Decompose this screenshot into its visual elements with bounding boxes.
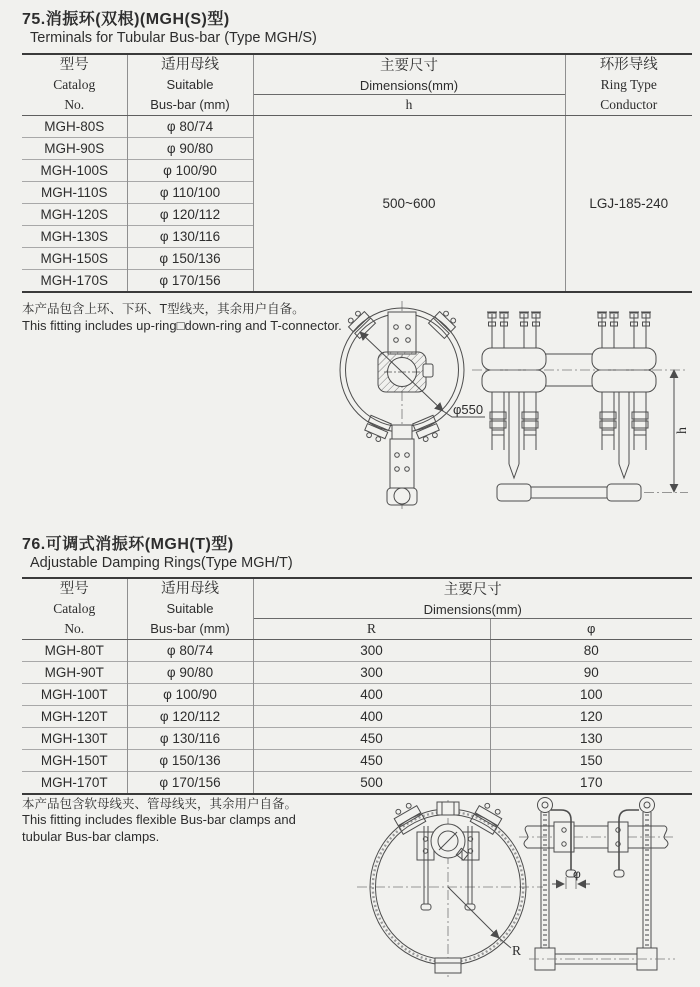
t76-col-model [22,578,127,640]
model-cell: MGH-170S [22,270,127,292]
section76-note-zh: 本产品包含软母线夹、管母线夹，其余用户自备。 [22,797,298,811]
r-cell: 400 [253,706,490,728]
phi-cell: 150 [490,750,692,772]
section75-table [22,53,692,293]
col-dims-sub: h [405,96,413,112]
t76-col-dimensions [253,578,692,640]
table-row [22,728,692,750]
model-cell: MGH-130S [22,226,127,248]
r-cell: 450 [253,728,490,750]
col-busbar-en1: Suitable [166,601,214,616]
col-dims-zh: 主要尺寸 [443,581,502,598]
phi-cell: 90 [490,662,692,684]
t75-col-busbar [127,54,253,116]
section76-table [22,577,692,795]
model-cell: MGH-110S [22,182,127,204]
col-dims-en: Dimensions(mm) [254,76,565,95]
col-sub-r: R [254,619,491,639]
phi-label: φ [573,867,581,881]
model-cell: MGH-120S [22,204,127,226]
height-label: h [675,427,690,434]
col-ring-en2: Conductor [600,97,658,112]
section76-note-en: This fitting includes flexible Bus-bar clamps and tubular Bus-bar clamps. [22,812,296,844]
col-model-en2: No. [64,97,85,112]
r-cell: 450 [253,750,490,772]
table-row [22,772,692,794]
busbar-cell: φ 110/100 [127,182,253,204]
r-cell: 300 [253,640,490,662]
col-ring-en1: Ring Type [600,77,657,92]
col-model-en1: Catalog [53,601,96,616]
model-cell: MGH-120T [22,706,127,728]
col-dims-zh: 主要尺寸 [380,57,438,74]
t75-col-model [22,54,127,116]
busbar-cell: φ 150/136 [127,750,253,772]
table-row [22,640,692,662]
busbar-cell: φ 120/112 [127,204,253,226]
busbar-cell: φ 100/90 [127,160,253,182]
r-cell: 400 [253,684,490,706]
model-cell: MGH-90T [22,662,127,684]
radius-label: R [512,943,522,958]
busbar-cell: φ 120/112 [127,706,253,728]
col-model-zh: 型号 [59,581,89,597]
phi-cell: 80 [490,640,692,662]
busbar-cell: φ 80/74 [127,116,253,138]
t75-h-value: 500~600 [253,116,565,292]
col-ring-zh: 环形导线 [599,57,658,73]
table-row [22,684,692,706]
model-cell: MGH-130T [22,728,127,750]
table-row [22,116,692,138]
r-cell: 300 [253,662,490,684]
table-row [22,662,692,684]
col-sub-phi: φ [587,620,596,636]
t75-conductor: LGJ-185-240 [565,116,692,292]
model-cell: MGH-100T [22,684,127,706]
busbar-cell: φ 90/80 [127,662,253,684]
col-busbar-zh: 适用母线 [161,581,219,597]
section76-drawing [335,792,695,987]
radius-dimension-line [448,887,499,938]
col-busbar-en2: Bus-bar (mm) [150,97,230,112]
t76-header-row [22,578,692,640]
model-cell: MGH-100S [22,160,127,182]
phi-cell: 100 [490,684,692,706]
phi-cell: 170 [490,772,692,794]
col-model-zh: 型号 [59,57,89,73]
section75-title-en: Terminals for Tubular Bus-bar (Type MGH/S) [30,30,317,46]
busbar-cell: φ 130/116 [127,728,253,750]
diameter-label: φ550 [453,402,484,417]
busbar-cell: φ 90/80 [127,138,253,160]
section75-note-en: This fitting includes up-ring□down-ring and T-connector. [22,318,342,333]
model-cell: MGH-170T [22,772,127,794]
section75-note-zh: 本产品包含上环、下环、T型线夹，其余用户自备。 [22,302,305,316]
col-model-en1: Catalog [53,77,96,92]
t75-col-dimensions [253,54,565,116]
col-busbar-en1: Suitable [166,77,214,92]
table-row [22,706,692,728]
model-cell: MGH-150S [22,248,127,270]
busbar-cell: φ 80/74 [127,640,253,662]
ring-side-view [472,312,688,501]
t75-header-row [22,54,692,116]
busbar-cell: φ 100/90 [127,684,253,706]
col-busbar-zh: 适用母线 [161,57,219,73]
t76-col-busbar [127,578,253,640]
r-cell: 500 [253,772,490,794]
model-cell: MGH-80T [22,640,127,662]
col-busbar-en2: Bus-bar (mm) [150,621,230,636]
model-cell: MGH-80S [22,116,127,138]
model-cell: MGH-150T [22,750,127,772]
damping-ring-side-view [519,798,675,971]
busbar-cell: φ 150/136 [127,248,253,270]
phi-cell: 120 [490,706,692,728]
section76-title-en: Adjustable Damping Rings(Type MGH/T) [30,555,293,571]
model-cell: MGH-90S [22,138,127,160]
phi-cell: 130 [490,728,692,750]
section75-title-zh: 75.消振环(双根)(MGH(S)型) [22,11,230,28]
t75-col-ring [565,54,692,116]
table-row [22,750,692,772]
section76-title-zh: 76.可调式消振环(MGH(T)型) [22,536,234,553]
busbar-cell: φ 170/156 [127,772,253,794]
col-dims-en: Dimensions(mm) [254,600,693,619]
col-model-en2: No. [64,621,85,636]
busbar-cell: φ 130/116 [127,226,253,248]
section75-drawing [332,298,700,515]
busbar-cell: φ 170/156 [127,270,253,292]
